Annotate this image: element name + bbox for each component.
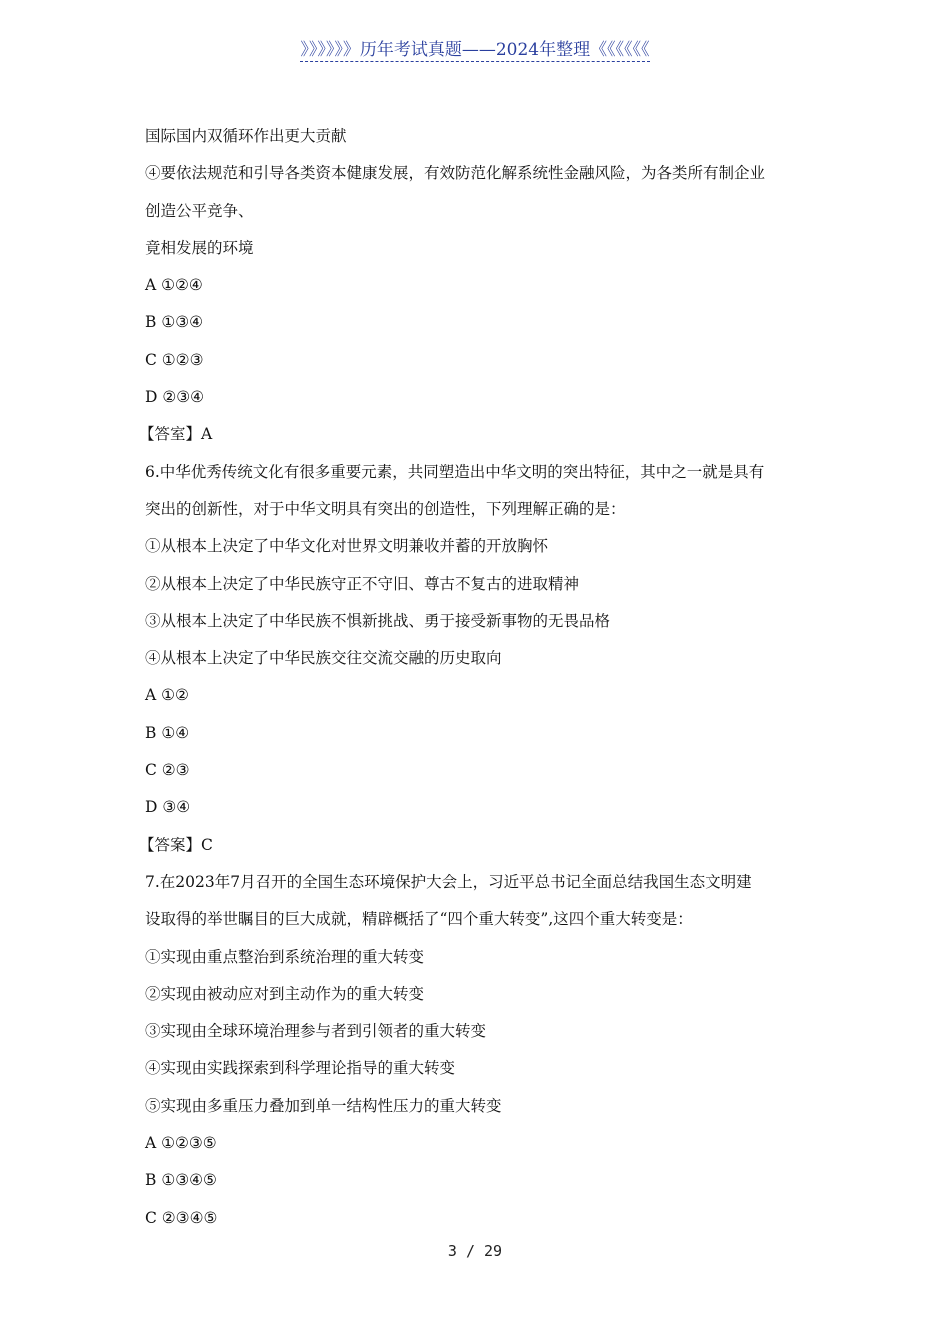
option-line: B ①③④ xyxy=(145,313,204,332)
option-line: D ③④ xyxy=(145,798,191,817)
option-line: C ②③④⑤ xyxy=(145,1208,218,1227)
question-line: 突出的创新性，对于中华文明具有突出的创造性，下列理解正确的是： xyxy=(145,499,626,518)
option-line: A ①②③⑤ xyxy=(145,1134,217,1153)
text-line: ④要依法规范和引导各类资本健康发展，有效防范化解系统性金融风险，为各类所有制企业 xyxy=(145,164,766,183)
text-line: ①实现由重点整治到系统治理的重大转变 xyxy=(145,947,425,966)
option-line: B ①③④⑤ xyxy=(145,1171,217,1190)
option-line: C ①②③ xyxy=(145,350,204,369)
text-line: ③从根本上决定了中华民族不惧新挑战、勇于接受新事物的无畏品格 xyxy=(145,611,611,630)
text-line: ⑤实现由多重压力叠加到单一结构性压力的重大转变 xyxy=(145,1096,502,1115)
header-banner xyxy=(0,38,950,62)
option-line: B ①④ xyxy=(145,723,190,742)
question-line: 7.在2023年7月召开的全国生态环境保护大会上，习近平总书记全面总结我国生态文明建 xyxy=(145,872,752,891)
answer-line: 【答室】A xyxy=(139,425,213,444)
question-line: 设取得的举世瞩目的巨大成就，精辟概括了“四个重大转变”,这四个重大转变是： xyxy=(145,910,693,929)
text-line: ③实现由全球环境治理参与者到引领者的重大转变 xyxy=(145,1022,487,1041)
text-line: 创造公平竞争、 xyxy=(145,201,254,220)
text-line: ④实现由实践探索到科学理论指导的重大转变 xyxy=(145,1059,456,1078)
document-body xyxy=(139,118,825,1237)
question-line: 6.中华优秀传统文化有很多重要元素，共同塑造出中华文明的突出特征，其中之一就是具有 xyxy=(145,462,765,481)
option-line: D ②③④ xyxy=(145,388,205,407)
answer-line: 【答案】C xyxy=(139,835,213,854)
header-banner-text: 》》》》》》历年考试真题——2024年整理《《《《《《 xyxy=(300,40,650,60)
text-line: 竟相发展的环境 xyxy=(145,238,254,257)
text-line: ④从根本上决定了中华民族交往交流交融的历史取向 xyxy=(145,649,502,668)
option-line: A ①② xyxy=(145,686,189,705)
text-line: ②实现由被动应对到主动作为的重大转变 xyxy=(145,984,425,1003)
option-line: C ②③ xyxy=(145,761,190,780)
text-line: 国际国内双循环作出更大贡献 xyxy=(145,127,347,145)
text-line: ①从根本上决定了中华文化对世界文明兼收并蓄的开放胸怀 xyxy=(145,537,549,556)
text-line: ②从根本上决定了中华民族守正不守旧、尊古不复古的进取精神 xyxy=(145,574,580,593)
option-line: A ①②④ xyxy=(145,276,203,295)
page-number: 3 / 29 xyxy=(447,1242,503,1260)
